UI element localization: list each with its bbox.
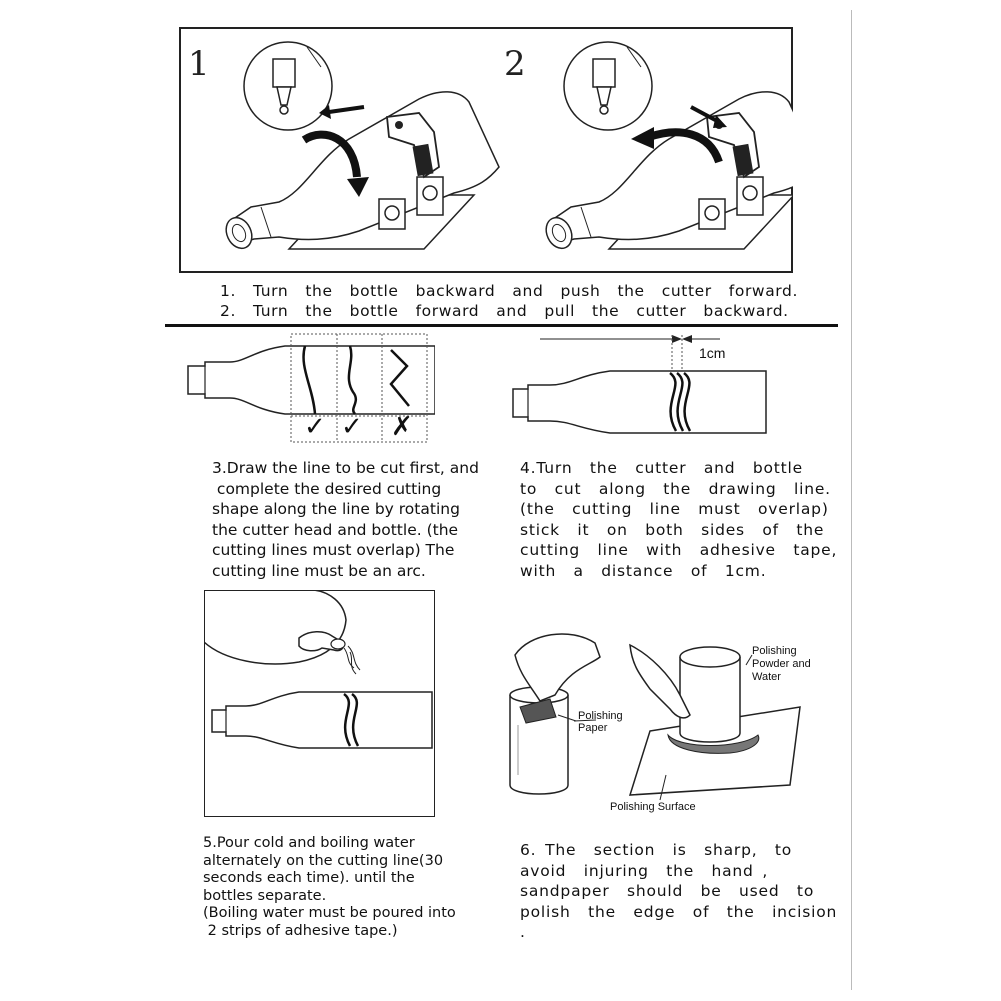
page-edge-rule bbox=[851, 10, 852, 990]
step4-line: 4.Turn the cutter and bottle bbox=[520, 459, 803, 477]
cutter-illustrations bbox=[179, 27, 793, 273]
step6-text bbox=[520, 840, 837, 943]
step5-line: 2 strips of adhesive tape.) bbox=[203, 922, 398, 939]
step6-line: . bbox=[520, 923, 526, 941]
step4-line: stick it on both sides of the bbox=[520, 520, 825, 539]
step5-line: alternately on the cutting line(30 bbox=[203, 852, 444, 869]
step3-line: cutting line must be an arc. bbox=[212, 561, 426, 580]
check-mark-2: ✓ bbox=[341, 412, 363, 442]
step5-line: bottles separate. bbox=[203, 887, 327, 904]
polishing-paper-label: Polishing Paper bbox=[578, 710, 623, 734]
distance-label: 1cm bbox=[699, 345, 726, 361]
step6-line: sandpaper should be used to bbox=[520, 882, 815, 900]
polishing-surface-label: Polishing Surface bbox=[610, 801, 696, 813]
step5-line: 5.Pour cold and boiling water bbox=[203, 835, 415, 851]
cross-mark: ✗ bbox=[391, 412, 413, 442]
step4-line: with a distance of 1cm. bbox=[520, 561, 767, 580]
step6-line: polish the edge of the incision bbox=[520, 902, 838, 921]
step-number-2: 2 bbox=[504, 44, 526, 84]
step4-line: (the cutting line must overlap) bbox=[520, 500, 829, 518]
header-instruction-2: 2. Turn the bottle forward and pull the cutter backward. bbox=[220, 302, 789, 320]
step3-line: cutting lines must overlap) The bbox=[212, 541, 455, 559]
step6-line: avoid injuring the hand , bbox=[520, 861, 769, 880]
step-number-1: 1 bbox=[188, 44, 210, 84]
step5-line: seconds each time). until the bbox=[203, 870, 415, 886]
header-instruction-1: 1. Turn the bottle backward and push the cutter forward. bbox=[220, 282, 798, 300]
step5-text bbox=[203, 835, 456, 940]
step3-line: complete the desired cutting bbox=[212, 479, 442, 498]
step5-illustration bbox=[204, 590, 435, 817]
step4-illustration bbox=[510, 333, 770, 443]
step3-line: the cutter head and bottle. (the bbox=[212, 520, 459, 539]
step4-line: cutting line with adhesive tape, bbox=[520, 541, 838, 559]
step5-line: (Boiling water must be poured into bbox=[203, 905, 456, 921]
polishing-powder-label: Polishing Powder and Water bbox=[752, 645, 811, 683]
step4-text bbox=[520, 458, 837, 581]
section-divider bbox=[165, 324, 838, 327]
step3-line: shape along the line by rotating bbox=[212, 500, 460, 518]
step6-line: 6. The section is sharp, to bbox=[520, 841, 793, 859]
step3-text bbox=[212, 458, 479, 581]
step4-line: to cut along the drawing line. bbox=[520, 479, 831, 498]
check-mark-1: ✓ bbox=[304, 412, 326, 442]
step3-line: 3.Draw the line to be cut first, and bbox=[212, 459, 479, 477]
